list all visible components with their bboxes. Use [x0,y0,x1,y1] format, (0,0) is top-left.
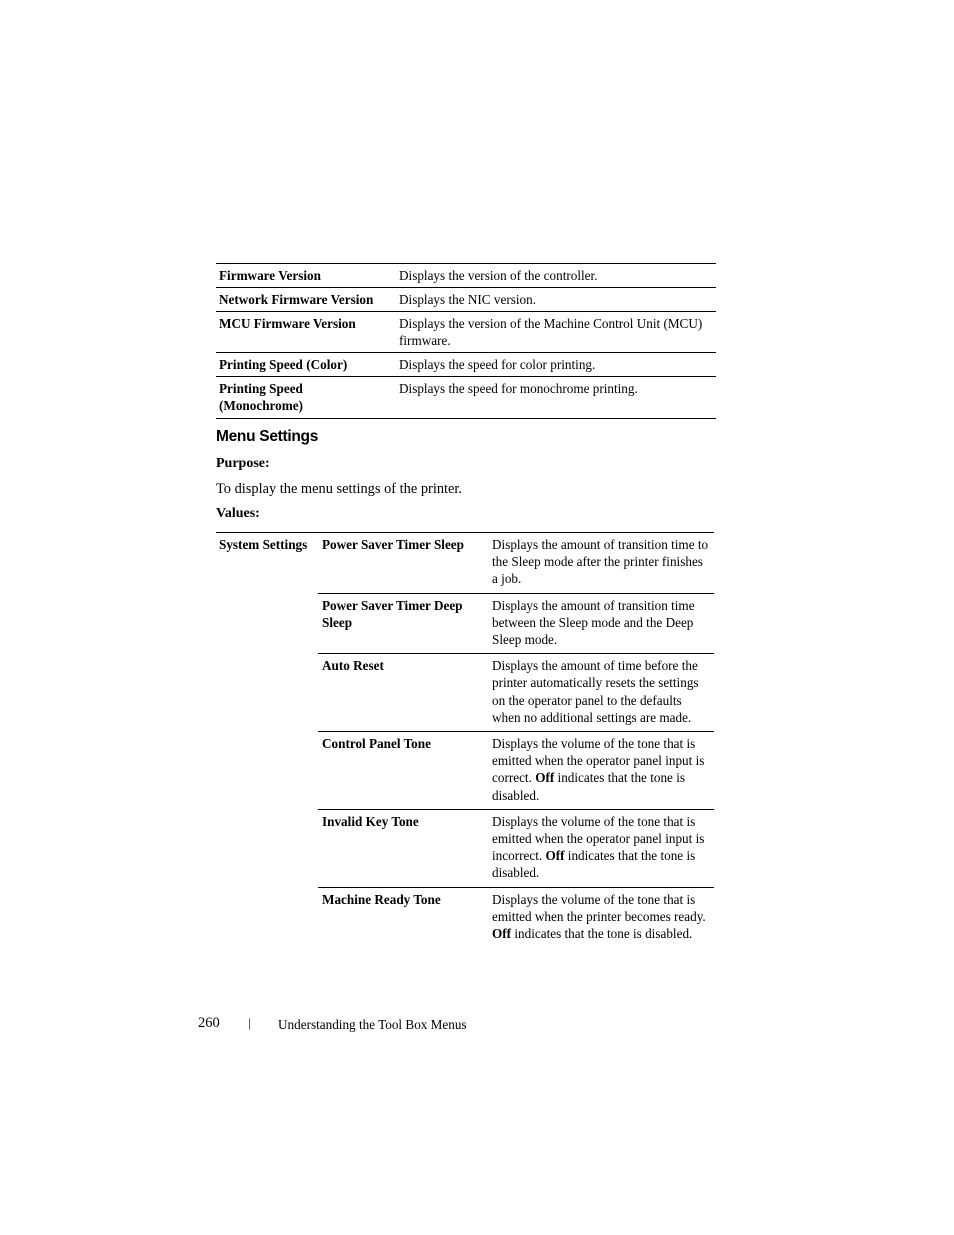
off-keyword: Off [545,848,565,864]
footer-separator: | [248,1015,251,1030]
setting-description: Displays the amount of transition time to the Sleep mode after the printer finishes a job. [486,533,714,594]
table-row [216,732,714,810]
setting-name: Printing Speed (Color) [216,353,393,377]
empty-cell [216,593,318,654]
values-label: Values: [216,506,260,521]
table-row [216,353,716,377]
setting-description: Displays the version of the controller. [393,264,716,288]
setting-description: Displays the speed for color printing. [393,353,716,377]
setting-name: MCU Firmware Version [216,312,393,353]
section-heading: Menu Settings [216,428,319,445]
setting-description: Displays the NIC version. [393,288,716,312]
purpose-label: Purpose: [216,456,270,471]
desc-text: Displays the volume of the tone that is emitted when the operator panel input is incorrect. [492,813,705,864]
setting-name: Printing Speed (Monochrome) [216,377,393,419]
table-row [216,288,716,312]
desc-text: indicates that the tone is disabled. [492,770,685,803]
desc-text: indicates that the tone is disabled. [511,926,693,942]
desc-text: indicates that the tone is disabled. [492,848,696,881]
table-row [216,809,714,887]
setting-name: Invalid Key Tone [318,809,486,887]
setting-description: Displays the speed for monochrome printing. [393,377,716,419]
setting-description: Displays the version of the Machine Control Unit (MCU) firmware. [393,312,716,353]
desc-text: Displays the volume of the tone that is emitted when the printer becomes ready. [492,891,706,924]
setting-name: Power Saver Timer Sleep [318,533,486,594]
table-row [216,264,716,288]
settings-group-name: System Settings [216,533,318,594]
setting-description [486,732,714,810]
menu-settings-table [216,532,714,947]
setting-description [486,809,714,887]
table-row [216,887,714,947]
table-row [216,533,714,594]
empty-cell [216,654,318,732]
off-keyword: Off [535,770,555,786]
table-row [216,377,716,419]
setting-name: Control Panel Tone [318,732,486,810]
setting-description [486,887,714,947]
desc-text: Displays the volume of the tone that is emitted when the operator panel input is correct. [492,736,705,786]
firmware-info-table [216,263,716,419]
table-row [216,312,716,353]
setting-name: Power Saver Timer Deep Sleep [318,593,486,654]
setting-name: Machine Ready Tone [318,887,486,947]
table-row [216,593,714,654]
off-keyword: Off [492,926,512,942]
empty-cell [216,809,318,887]
setting-description: Displays the amount of transition time between the Sleep mode and the Deep Sleep mode. [486,593,714,654]
setting-name: Firmware Version [216,264,393,288]
page-number: 260 [198,1015,220,1031]
table-row [216,654,714,732]
chapter-title: Understanding the Tool Box Menus [278,1017,467,1032]
empty-cell [216,732,318,810]
setting-name: Network Firmware Version [216,288,393,312]
empty-cell [216,887,318,947]
purpose-text: To display the menu settings of the printer. [216,481,462,497]
setting-name: Auto Reset [318,654,486,732]
setting-description: Displays the amount of time before the printer automatically resets the settings on the operator panel to the defaults when no additional settings are made. [486,654,714,732]
